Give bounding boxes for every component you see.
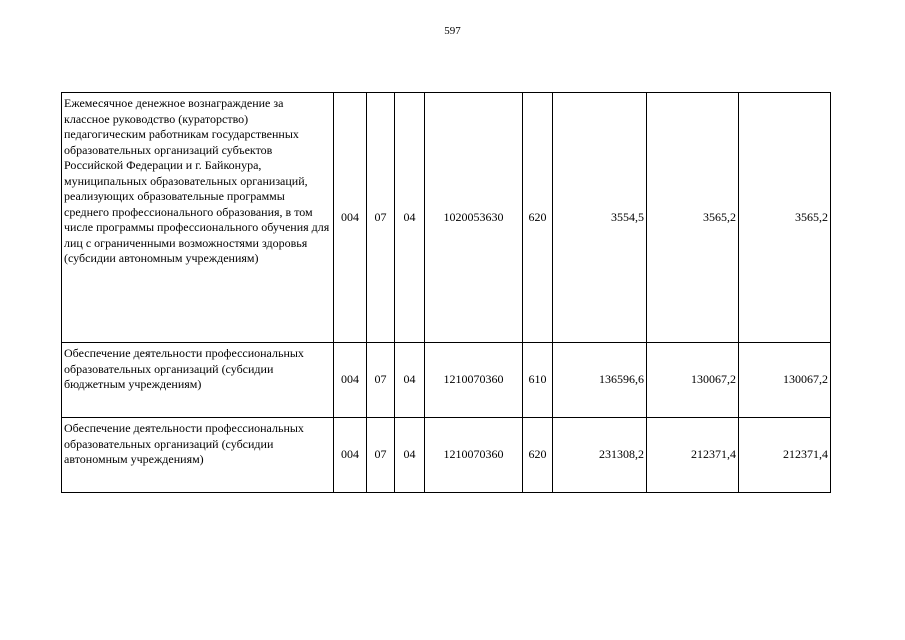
amount-year-3: 130067,2 [739,343,831,418]
amount-year-3: 212371,4 [739,418,831,493]
target-article-code: 1210070360 [425,418,523,493]
amount-year-2: 3565,2 [647,93,739,343]
amount-year-1: 136596,6 [553,343,647,418]
expense-type-code: 620 [523,418,553,493]
expense-type-code: 610 [523,343,553,418]
amount-year-2: 212371,4 [647,418,739,493]
subsection-code: 04 [395,418,425,493]
table-row [62,418,831,493]
amount-year-1: 231308,2 [553,418,647,493]
section-code: 07 [367,343,395,418]
budget-table [61,92,831,493]
amount-year-2: 130067,2 [647,343,739,418]
section-code: 07 [367,418,395,493]
amount-year-1: 3554,5 [553,93,647,343]
subsection-code: 04 [395,93,425,343]
table-row [62,343,831,418]
ministry-code: 004 [334,418,367,493]
row-name: Обеспечение деятельности профессиональных образовательных организаций (субсидии бюджетным учреждениям) [62,343,334,418]
row-name: Ежемесячное денежное вознаграждение за классное руководство (кураторство) педагогическим работникам государственных образовательных организаций субъектов Российской Федерации и г. Байконура, муниципальных образовательных организаций, реализующих образовательные программы среднего профессионального образования, в том числе программы профессионального обучения для лиц с ограниченными возможностями здоровья (субсидии автономным учреждениям) [62,93,334,343]
section-code: 07 [367,93,395,343]
target-article-code: 1210070360 [425,343,523,418]
page-number: 597 [444,25,461,37]
ministry-code: 004 [334,93,367,343]
table-row [62,93,831,343]
ministry-code: 004 [334,343,367,418]
row-name: Обеспечение деятельности профессиональных образовательных организаций (субсидии автономным учреждениям) [62,418,334,493]
expense-type-code: 620 [523,93,553,343]
amount-year-3: 3565,2 [739,93,831,343]
subsection-code: 04 [395,343,425,418]
target-article-code: 1020053630 [425,93,523,343]
